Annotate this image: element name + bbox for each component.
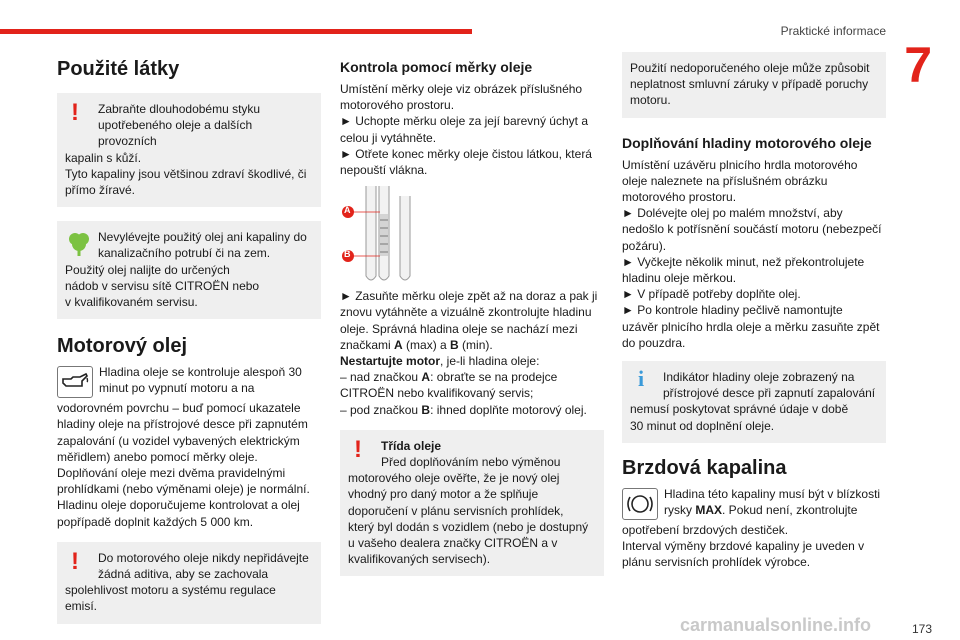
section-title: Praktické informace bbox=[780, 24, 886, 38]
brake-fluid-text: Hladina této kapaliny musí být v blízkosti rysky MAX. Pokud není, zkontrolujte opotřebení brzdových destiček. Interval výměny brzdové kapaliny je uveden v plánu servisních prohlídek výrobce. bbox=[622, 486, 881, 570]
environment-box: Nevylévejte použitý olej ani kapaliny do kanalizačního potrubí či na zem. Použitý olej nalijte do určených nádob v servisu sítě CITROËN nebo v kvalifikovaném servisu. bbox=[57, 221, 321, 319]
column-1 bbox=[57, 52, 321, 624]
marker-b-label: B bbox=[344, 249, 351, 260]
tree-icon bbox=[67, 231, 91, 261]
warning-icon: ! bbox=[71, 547, 79, 575]
warning-box-additives: ! Do motorového oleje nikdy nepřidávejte žádná aditiva, aby se zachovala spolehlivost motoru a systému regulace emisí. bbox=[57, 542, 321, 624]
heading-brake-fluid: Brzdová kapalina bbox=[622, 456, 787, 479]
watermark: carmanualsonline.info bbox=[680, 615, 872, 635]
oil-can-icon bbox=[57, 366, 93, 398]
chapter-number: 7 bbox=[904, 37, 932, 93]
info-box-indicator: i Indikátor hladiny oleje zobrazený na přístrojové desce při zapnutí zapalování nemusí poskytovat správné údaje v době 30 minut od doplnění oleje. bbox=[622, 361, 886, 443]
marker-a-label: A bbox=[344, 205, 351, 216]
warning-box-skin-contact: ! Zabraňte dlouhodobému styku upotřebeného oleje a dalších provozních kapalin s kůží. Tyto kapaliny jsou většinou zdraví škodlivé, či přímo žíravé. bbox=[57, 93, 321, 207]
page-number: 173 bbox=[911, 622, 932, 636]
warning-icon: ! bbox=[354, 435, 362, 463]
heading-engine-oil: Motorový olej bbox=[57, 335, 188, 358]
header-accent-bar bbox=[0, 29, 472, 34]
heading-topping-up: Doplňování hladiny motorového oleje bbox=[622, 134, 872, 151]
restart-line: Nestartujte motor, je-li hladina oleje: bbox=[340, 354, 540, 369]
info-icon: i bbox=[638, 366, 645, 392]
warranty-note-box: Použití nedoporučeného oleje může způsobit neplatnost smluvní záruky v případě poruchy motoru. bbox=[622, 52, 886, 118]
above-a-line: – nad značkou A: obraťte se na prodejce bbox=[340, 370, 558, 385]
engine-oil-text: Hladina oleje se kontroluje alespoň 30 minut po vypnutí motoru a na vodorovném povrchu – buď pomocí ukazatele hladiny oleje na přístrojové desce při zapnutém zapalování (u vozidel vybavených elektrickým měřidlem) anebo pomocí měrky oleje. Doplňování oleje mezi dvěma pravidelnými prohlídkami (nebo výměnami oleje) je normální. Hladinu oleje doporučujeme kontrolovat a olej popřípadě doplnit každých 5 000 km. bbox=[57, 365, 310, 529]
warning-icon: ! bbox=[71, 99, 79, 126]
warning-box-oil-grade: ! Třída oleje Před doplňováním nebo výměnou motorového oleje ověřte, že je nový olej vhodný pro daný motor a že splňuje doporučení v plánu servisních prohlídek, který byl dodán s vozidlem (nebo je dostupný u vašeho dealera značky CITROËN a v kvalifikovaných servisech). bbox=[340, 430, 604, 577]
column-3: Použití nedoporučeného oleje může způsobit neplatnost smluvní záruky v případě poruchy motoru. Doplňování hladiny motorového oleje Umístění uzávěru plnicího hrdla motorového oleje naleznete na příslušném obrázku motorového prostoru. ► Dolévejte olej po malém množství, aby nedošlo k potřísnění součástí motoru (nebezpečí požáru). ► Vyčkejte několik minut, než překontrolujete hladinu oleje měrkou. ► V případě potřeby doplňte olej. ► Po kontrole hladiny pečlivě namontujte uzávěr plnicího hrdla oleje a měrku zasuňte zpět do pouzdra. i Indikátor hladiny oleje zobrazený na přístrojové desce při zapnutí zapalování nemusí poskytovat správné údaje v době 30 minut od doplnění oleje. Brzdová kapalina Hladina této kapaliny musí být v blízkosti rysky MAX. Pokud není, zkontrolujte opotřebení brzdových destiček. Interval výměny brzdové kapaliny je uveden v plánu servisních prohlídek výrobce. bbox=[622, 52, 886, 570]
dipstick-illustration bbox=[340, 182, 604, 288]
brake-warning-icon bbox=[622, 488, 658, 520]
heading-dipstick-check: Kontrola pomocí měrky oleje bbox=[340, 59, 533, 75]
column-2: Kontrola pomocí měrky oleje Umístění měrky oleje viz obrázek příslušného motorového prostoru. ► Uchopte měrku oleje za její barevný úchyt a celou ji vytáhněte. ► Otřete konec měrky oleje čistou látkou, která nepouští vlákna. A B ► Zasuňte měrku oleje zpět až na doraz a pak ji znovu vytáhněte a vizuálně zkontrolujte hladinu oleje. Správná hladina oleje se nachází mezi značkami A (max) a B (min). Nestartujte motor, je-li hladina oleje: – nad značkou A: obraťte se na prodejce CITROËN nebo kvalifikovaný servis; – pod značkou B: ihned doplňte motorový olej. ! Třída oleje Před doplňováním nebo výměnou motorového oleje ověřte, že je nový olej vhodný pro daný motor a že splňuje doporučení v plánu servisních prohlídek, který byl dodán s vozidlem (nebo je dostupný u vašeho dealera značky CITROËN a v kvalifikovaných servisech). bbox=[340, 52, 604, 576]
marks-line: značkami A (max) a B (min). bbox=[340, 337, 493, 352]
heading-used-fluids: Použité látky bbox=[57, 58, 180, 80]
below-b-line: – pod značkou B: ihned doplňte motorový olej. bbox=[340, 402, 587, 417]
